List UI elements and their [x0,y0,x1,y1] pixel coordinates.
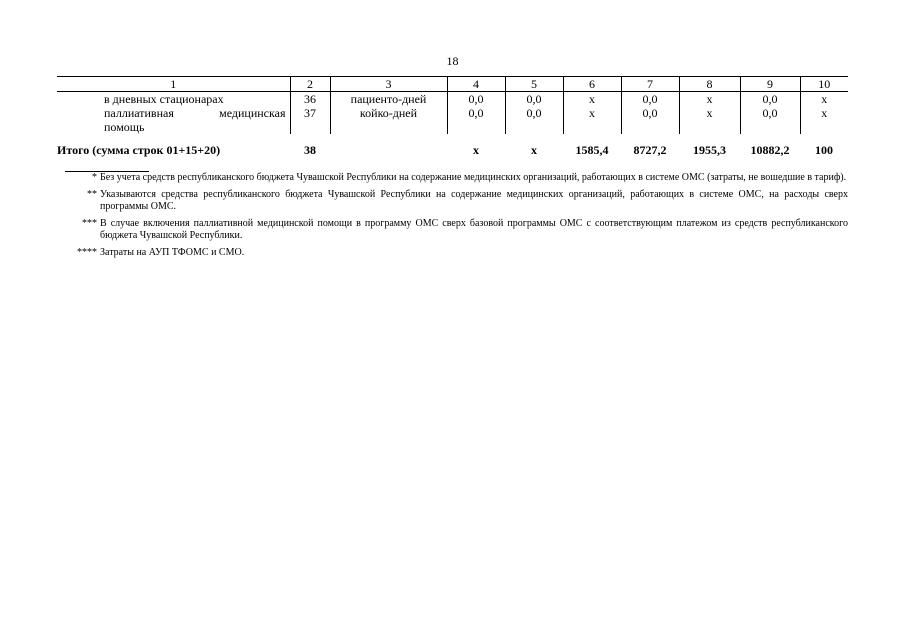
column-header: 4 [447,77,505,92]
table-cell: 0,0 [740,92,800,107]
column-header: 3 [330,77,447,92]
data-table [57,76,848,159]
table-cell: 37 [290,106,330,134]
row-name [57,106,290,134]
table-cell: х [800,92,848,107]
column-header: 6 [563,77,621,92]
table-header-row [57,77,848,92]
table-cell: 0,0 [740,106,800,134]
footnote-mark: **** [77,246,97,258]
footnotes [57,172,848,263]
table-cell: х [563,92,621,107]
footnote [57,189,848,214]
total-cell: 1585,4 [575,143,609,157]
table-cell: х [679,92,740,107]
column-header: 9 [740,77,800,92]
total-cell: 38 [304,143,316,157]
table-cell: х [679,106,740,134]
column-header: 5 [505,77,563,92]
table-cell: 0,0 [505,106,563,134]
footnote-mark: *** [82,217,97,229]
row-name-line: помощь [104,120,145,134]
table-cell: х [800,106,848,134]
column-header: 1 [57,77,290,92]
footnote-text: Без учета средств республиканского бюджета Чувашской Республики на содержание медицинских организаций, работающих в системе ОМС (затраты, не вошедшие в тариф). [100,172,847,183]
total-row [57,134,848,159]
table-cell: пациенто-дней [330,92,447,107]
footnote-mark: * [92,172,97,183]
total-cell: х [531,143,537,157]
row-name: в дневных стационарах [104,92,224,106]
footnote [57,218,848,243]
total-cell: 1955,3 [693,143,726,157]
row-name-line: паллиативная медицинская [104,106,286,120]
footnote [57,172,848,185]
table-cell: койко-дней [330,106,447,134]
column-header: 2 [290,77,330,92]
total-cell: 10882,2 [750,143,790,157]
table-cell: 0,0 [621,92,679,107]
column-header: 7 [621,77,679,92]
footnote-text: Указываются средства республиканского бюджета Чувашской Республики на содержание медицинских организаций, работающих в системе ОМС, на расходы сверх программы ОМС. [100,188,848,212]
total-label: Итого (сумма строк 01+15+20) [57,143,221,157]
footnote [57,247,848,260]
total-cell: 8727,2 [633,143,667,157]
table-cell: 36 [290,92,330,107]
table-cell: 0,0 [621,106,679,134]
table-row [57,92,848,107]
footnote-text: Затраты на АУП ТФОМС и СМО. [100,246,245,258]
column-header: 10 [800,77,848,92]
table-cell: 0,0 [505,92,563,107]
table-cell: 0,0 [447,106,505,134]
page-number: 18 [446,54,459,68]
total-cell: 100 [815,143,833,157]
footnote-mark: ** [87,188,97,200]
total-cell [330,134,447,159]
table-cell: 0,0 [447,92,505,107]
column-header: 8 [679,77,740,92]
table-cell: х [563,106,621,134]
table-row [57,106,848,134]
footnote-text: В случае включения паллиативной медицинской помощи в программу ОМС сверх базовой программы ОМС с соответствующим платежом из средств республиканского бюджета Чувашской Республики. [100,217,848,241]
total-cell: х [473,143,479,157]
